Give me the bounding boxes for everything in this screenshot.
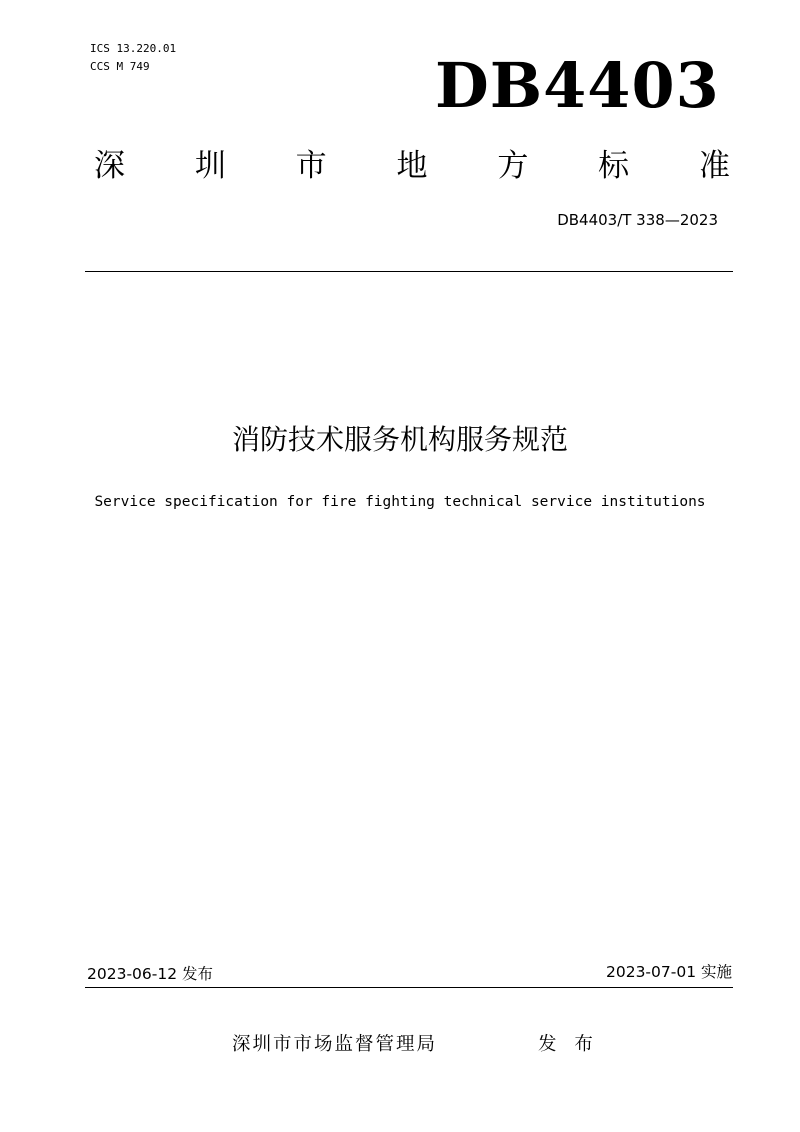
standard-type-char: 圳 [194, 148, 226, 184]
publish-label: 发 布 [538, 1034, 599, 1055]
classification-codes [90, 40, 176, 76]
standard-type-char: 准 [698, 148, 730, 184]
ccs-code: CCS M 749 [90, 60, 150, 73]
standard-code: DB4403 [435, 49, 720, 122]
footer-divider [85, 987, 733, 988]
standard-type-char: 标 [598, 148, 630, 184]
standard-number: DB4403/T 338—2023 [557, 211, 718, 229]
standard-type-char: 地 [396, 148, 428, 184]
standard-type-char: 方 [497, 148, 529, 184]
ics-code: ICS 13.220.01 [90, 42, 177, 55]
header-divider [85, 271, 733, 272]
publisher-name: 深圳市市场监督管理局 [232, 1034, 438, 1055]
issue-date: 2023-06-12 发布 [87, 965, 214, 983]
document-title-english: Service specification for fire fighting technical service institutions [94, 494, 706, 510]
document-title-chinese: 消防技术服务机构服务规范 [231, 423, 568, 456]
effective-date: 2023-07-01 实施 [605, 963, 732, 981]
standard-type-char: 深 [94, 148, 125, 184]
standard-type-char: 市 [295, 148, 327, 184]
standard-type [94, 146, 730, 186]
